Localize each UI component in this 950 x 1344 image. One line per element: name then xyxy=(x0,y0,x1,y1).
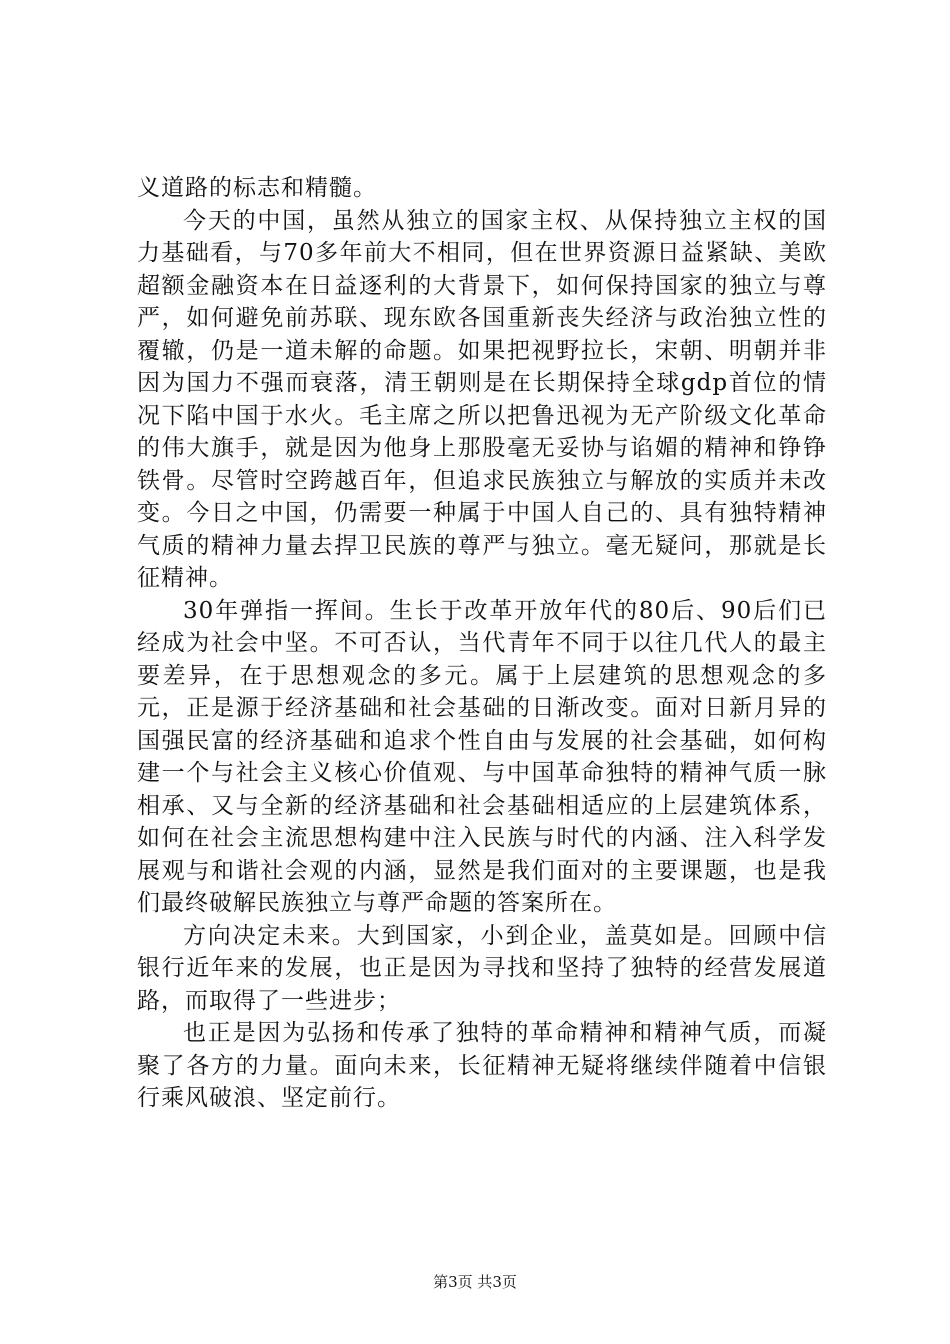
page-number-footer: 第3页 共3页 xyxy=(433,1273,517,1291)
paragraph-national-independence: 今天的中国，虽然从独立的国家主权、从保持独立主权的国力基础看，与70多年前大不相同，但在世界资源日益紧缺、美欧超额金融资本在日益逐利的大背景下，如何保持国家的独立与尊严，如何避免前苏联、现东欧各国重新丧失经济与政治独立性的覆辙，仍是一道未解的命题。如果把视野拉长，宋朝、明朝并非因为国力不强而衰落，清王朝则是在长期保持全球gdp首位的情况下陷中国于水火。毛主席之所以把鲁迅视为无产阶级文化革命的伟大旗手，就是因为他身上那股毫无妥协与谄媚的精神和铮铮铁骨。尽管时空跨越百年，但追求民族独立与解放的实质并未改变。今日之中国，仍需要一种属于中国人自己的、具有独特精神气质的精神力量去捍卫民族的尊严与独立。毫无疑问，那就是长征精神。 xyxy=(137,207,827,591)
paragraph-closing: 也正是因为弘扬和传承了独特的革命精神和精神气质，而凝聚了各方的力量。面向未来，长征精神无疑将继续伴随着中信银行乘风破浪、坚定前行。 xyxy=(137,1020,827,1111)
paragraph-continuation: 义道路的标志和精髓。 xyxy=(137,175,377,201)
paragraph-direction-future: 方向决定未来。大到国家，小到企业，盖莫如是。回顾中信银行近年来的发展，也正是因为寻找和坚持了独特的经营发展道路，而取得了一些进步； xyxy=(137,922,827,1014)
document-body xyxy=(137,172,827,1115)
paragraph-thirty-years: 30年弹指一挥间。生长于改革开放年代的80后、90后们已经成为社会中坚。不可否认，当代青年不同于以往几代人的最主要差异，在于思想观念的多元。属于上层建筑的思想观念的多元，正是源于经济基础和社会基础的日渐改变。面对日新月异的国强民富的经济基础和追求个性自由与发展的社会基础，如何构建一个与社会主义核心价值观、与中国革命独特的精神气质一脉相承、又与全新的经济基础和社会基础相适应的上层建筑体系，如何在社会主流思想构建中注入民族与时代的内涵、注入科学发展观与和谐社会观的内涵，显然是我们面对的主要课题，也是我们最终破解民族独立与尊严命题的答案所在。 xyxy=(137,597,827,916)
